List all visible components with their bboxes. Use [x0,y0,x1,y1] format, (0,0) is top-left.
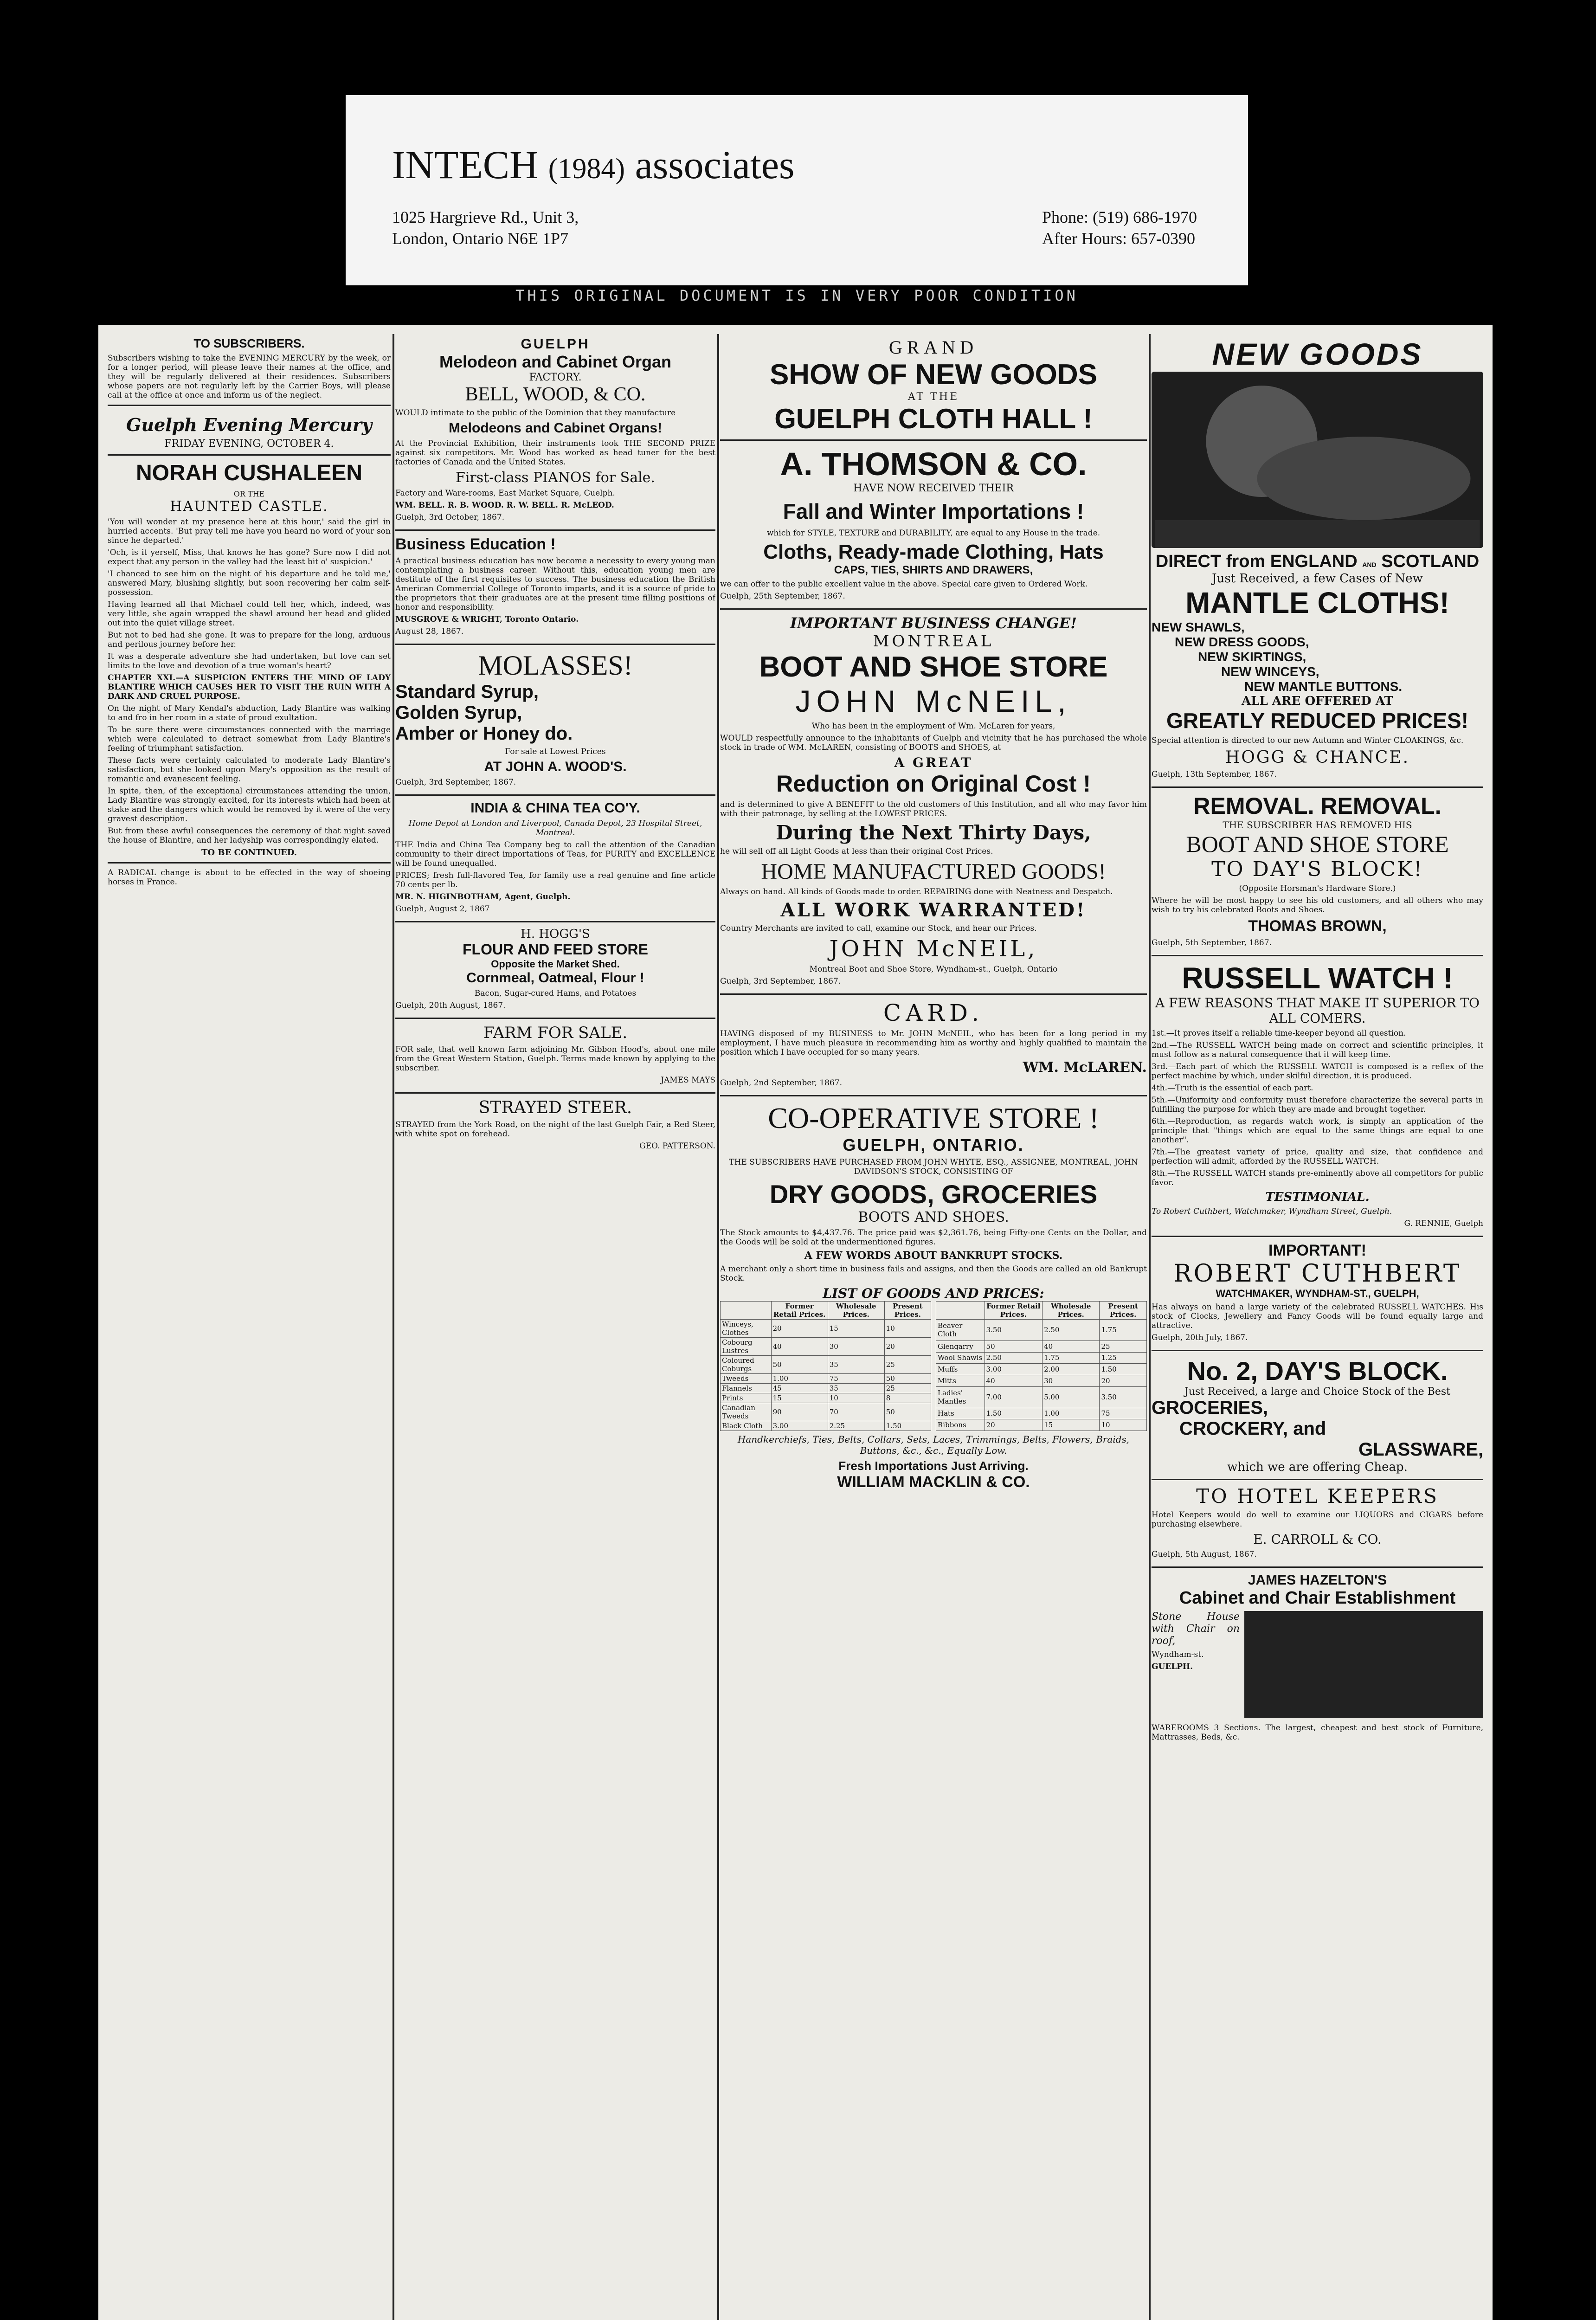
ad-subline: Just Received, a few Cases of New [1212,572,1423,586]
table-row [936,1320,1147,1341]
ad-headline: BOOT AND SHOE STORE [1186,831,1449,857]
ad-subline: Fresh Importations Just Arriving. [838,1459,1029,1473]
story-paragraph: To be sure there were circumstances connected with the marriage which were calculated to detract somewhat from Lady Blantire's feeling of triumphant satisfaction. [108,725,391,753]
ad-headline: INDIA & CHINA TEA CO'Y. [470,800,640,816]
price-table-left [720,1301,931,1431]
company-name: INTECH (1984) associates [392,142,795,187]
cuthbert-ad [1152,1242,1483,1351]
table-cell: 1.00 [1043,1408,1100,1419]
ad-subline: MONTREAL [873,632,994,651]
table-cell: Glengarry [936,1340,985,1352]
dateline: Guelph, August 2, 1867 [395,904,490,914]
tea-ad [395,800,715,922]
ad-subline: GUELPH, ONTARIO. [843,1135,1024,1154]
chapter-heading: CHAPTER XXI.—A SUSPICION ENTERS THE MIND OF LADY BLANTIRE WHICH CAUSES HER TO VISIT THE RUIN WITH A DARK AND CRUEL PURPOSE. [108,673,391,701]
price-header: Wholesale Prices. [828,1302,884,1320]
table-cell: 75 [1100,1408,1147,1419]
ad-text: A practical business education has now become a necessity to every young man contemplating a business career. Without this, education young men are destitute of the first requisites to success. The business education the British American Commercial College of Toronto imparts, and it is a source of pride to the proprietors that their graduates are at the present time filling positions of honor and responsibility. [395,556,715,612]
ad-item: CROCKERY, and [1179,1418,1326,1439]
list-item: NEW DRESS GOODS, [1175,635,1309,649]
table-cell: 15 [771,1393,828,1403]
list-item: NEW WINCEYS, [1221,664,1319,679]
column-rule [717,334,719,2320]
ad-headline: Fall and Winter Importations ! [783,499,1084,523]
list-item: NEW SKIRTINGS, [1198,650,1306,664]
ad-store: AT JOHN A. WOOD'S. [484,759,627,774]
ad-headline: CARD. [883,999,984,1026]
story-paragraph: In spite, then, of the exceptional circumstances attending the union, Lady Blantire was strongly excited, for its interests which had been at stake and the dangers which would be removed by it were of the very gravest description. [108,786,391,824]
firm-name: E. CARROLL & CO. [1253,1532,1382,1547]
table-cell: 25 [884,1384,931,1393]
ad-text: HAVING disposed of my BUSINESS to Mr. JOHN McNEIL, who has been for a long period in my employment, I have much pleasure in recommending him as worthy and highly qualified to maintain the position which I have occupied for so many years. [720,1029,1147,1057]
table-row [721,1421,931,1431]
column-3 [720,336,1147,1491]
business-education-ad [395,535,715,645]
dateline: August 28, 1867. [395,627,464,636]
ad-headline: FLOUR AND FEED STORE [462,941,648,958]
table-cell: Ladies' Mantles [936,1386,985,1408]
ad-headline: DRY GOODS, GROCERIES [769,1179,1098,1209]
table-cell: Mitts [936,1375,985,1386]
boot-shoe-ad [720,614,1147,995]
table-cell: 30 [1043,1375,1100,1386]
ad-city: GUELPH [521,336,590,352]
ad-subline: A FEW REASONS THAT MAKE IT SUPERIOR TO ALL COMERS. [1155,995,1480,1026]
table-cell: Hats [936,1408,985,1419]
column-4 [1152,336,1483,1745]
card-notice [720,999,1147,1096]
column-2 [395,336,715,1154]
ad-headline: TO DAY'S BLOCK! [1211,857,1423,881]
ad-signature: WM. McLAREN. [1023,1059,1147,1076]
firm-name: HOGG & CHANCE. [1225,748,1410,767]
ad-text: Bacon, Sugar-cured Hams, and Potatoes [474,989,637,998]
ad-text: Who has been in the employment of Wm. McLaren for years, [811,722,1055,731]
table-cell: 2.50 [1043,1320,1100,1341]
story-paragraph: But from these awful consequences the ceremony of that night saved the house of Blantire, and her ladyship was correspondingly elated. [108,826,391,845]
furniture-illustration [1244,1611,1483,1718]
column-rule [393,334,394,2320]
dateline: Guelph, 3rd October, 1867. [395,513,505,522]
ad-headline: Cabinet and Chair Establishment [1179,1588,1456,1608]
table-cell: 40 [985,1375,1043,1386]
flour-ad [395,927,715,1019]
ad-headline: NEW GOODS [1212,337,1423,371]
ad-headline: HOME MANUFACTURED GOODS! [761,859,1106,884]
ad-subline: TESTIMONIAL. [1265,1190,1370,1204]
table-cell: 45 [771,1384,828,1393]
table-cell: 35 [828,1384,884,1393]
price-header: Former Retail Prices. [985,1302,1043,1320]
firm-name: A. THOMSON & CO. [780,446,1087,482]
price-header [721,1302,772,1320]
ad-text: For sale at Lowest Prices [505,747,606,756]
table-cell: 40 [771,1338,828,1356]
table-cell: 40 [1043,1340,1100,1352]
scotland-word: SCOTLAND [1381,552,1480,571]
reason-list [1152,1029,1483,1187]
ad-subline: WATCHMAKER, WYNDHAM-ST., GUELPH, [1216,1288,1419,1299]
table-row [721,1320,931,1338]
ad-text: he will sell off all Light Goods at less than their original Cost Prices. [720,847,993,856]
ad-headline: GREATLY REDUCED PRICES! [1166,709,1468,733]
table-cell: 1.75 [1100,1320,1147,1341]
ad-text: Hotel Keepers would do well to examine our LIQUORS and CIGARS before purchasing elsewhere. [1152,1510,1483,1529]
ad-subline: Opposite the Market Shed. [491,958,620,970]
firm-name: THOMAS BROWN, [1248,917,1387,935]
newspaper-page [98,325,1493,2320]
dateline: Guelph, 5th August, 1867. [1152,1550,1257,1559]
table-row [721,1338,931,1356]
ad-signature: GEO. PATTERSON. [639,1141,715,1151]
table-cell: Wool Shawls [936,1352,985,1364]
radical-note: A RADICAL change is about to be effected in the way of shoeing horses in France. [108,868,391,887]
ad-text: To Robert Cuthbert, Watchmaker, Wyndham Street, Guelph. [1152,1207,1392,1216]
ad-text: WAREROOMS 3 Sections. The largest, cheapest and best stock of Furniture, Mattrasses, Beds, &c. [1152,1723,1483,1742]
table-cell: 35 [828,1356,884,1374]
table-cell: Coloured Coburgs [721,1356,772,1374]
table-cell: 15 [828,1320,884,1338]
table-cell: 90 [771,1403,828,1421]
ad-text: THE India and China Tea Company beg to call the attention of the Canadian community to their direct importations of Teas, for PURITY and EXCELLENCE will be found unequalled. [395,840,715,868]
ad-subline: AT THE [907,391,959,403]
ad-headline: MANTLE CLOTHS! [1185,586,1449,619]
company-address: 1025 Hargrieve Rd., Unit 3, London, Ontario N6E 1P7 [392,208,579,248]
russell-watch-ad [1152,961,1483,1237]
ad-text: GUELPH. [1152,1662,1193,1671]
company-phone: Phone: (519) 686-1970 After Hours: 657-0390 [1042,208,1197,248]
firm-name: WILLIAM MACKLIN & CO. [837,1473,1030,1491]
table-cell: Canadian Tweeds [721,1403,772,1421]
ad-headline: MOLASSES! [478,650,633,681]
dateline: Guelph, 2nd September, 1867. [720,1078,842,1088]
removal-ad [1152,793,1483,956]
story-or: OR THE [233,490,265,498]
table-cell: 7.00 [985,1386,1043,1408]
table-cell: 1.75 [1043,1352,1100,1364]
ad-headline: ALL WORK WARRANTED! [780,899,1087,921]
new-goods-list [1152,620,1483,694]
table-cell: 3.50 [985,1320,1043,1341]
list-item: 8th.—The RUSSELL WATCH stands pre-eminently above all competitors for public favor. [1152,1169,1483,1187]
table-row [936,1408,1147,1419]
ad-text: which for STYLE, TEXTURE and DURABILITY, are equal to any House in the trade. [766,528,1100,538]
ad-kicker: IMPORTANT! [1268,1242,1366,1259]
story-paragraph: 'I chanced to see him on the night of his departure and he told me,' answered Mary, blushing slightly, but soon recovering her calm self-possession. [108,569,391,597]
ad-subline: Just Received, a large and Choice Stock of the Best [1184,1386,1450,1398]
story-paragraph: But not to bed had she gone. It was to prepare for the long, arduous and perilous journey before her. [108,631,391,649]
ad-headline: Reduction on Original Cost ! [776,771,1091,797]
table-cell: 50 [771,1356,828,1374]
ad-item: GROCERIES, [1152,1398,1268,1418]
column-rule [1149,334,1151,2320]
table-row [721,1393,931,1403]
list-item: 6th.—Reproduction, as regards watch work, is simply an application of the principle that "things which are equal to the same things are equal to one another". [1152,1117,1483,1145]
ad-headline: CO-OPERATIVE STORE ! [768,1102,1099,1134]
ad-text: THE SUBSCRIBERS HAVE PURCHASED FROM JOHN WHYTE, ESQ., ASSIGNEE, MONTREAL, JOHN DAVIDSON'S STOCK, CONSISTING OF [729,1158,1138,1176]
table-cell: 1.50 [985,1408,1043,1419]
issue-date: FRIDAY EVENING, OCTOBER 4. [164,438,334,450]
table-row [936,1419,1147,1431]
ad-subline: ALL ARE OFFERED AT [1242,694,1393,708]
ad-subline: BOOTS AND SHOES. [858,1209,1009,1225]
table-cell: 70 [828,1403,884,1421]
story-paragraph: Having learned all that Michael could tell her, which, indeed, was very little, she again wrapped the shawl around her head and glided out into the quiet village street. [108,600,391,628]
table-cell: Tweeds [721,1374,772,1384]
ad-kicker: A GREAT [894,755,973,770]
ad-headline: BOOT AND SHOE STORE [759,651,1108,683]
table-cell: 2.25 [828,1421,884,1431]
story-title: NORAH CUSHALEEN [135,461,362,485]
cloth-hall-ad [720,336,1147,610]
ad-text: Stone House with Chair on roof, [1152,1611,1240,1647]
dateline: Guelph, 13th September, 1867. [1152,770,1277,779]
continued-note: TO BE CONTINUED. [201,848,297,857]
ad-headline: Melodeon and Cabinet Organ [439,352,672,371]
ad-text: STRAYED from the York Road, on the night of the last Guelph Fair, a Red Steer, with white spot on forehead. [395,1120,715,1139]
table-cell: Beaver Cloth [936,1320,985,1341]
ad-signature: MUSGROVE & WRIGHT, Toronto Ontario. [395,615,579,624]
story-paragraph: 'You will wonder at my presence here at this hour,' said the girl in hurried accents. 'But pray tell me have you heard no word of your son since he departed.' [108,517,391,545]
story-paragraph: It was a desperate adventure she had undertaken, but love can set limits to the love and devotion of a true woman's heart? [108,652,391,670]
table-cell: 1.50 [1100,1364,1147,1375]
ad-text: Wyndham-st. [1152,1650,1204,1659]
table-cell: Winceys, Clothes [721,1320,772,1338]
pianos-line: First-class PIANOS for Sale. [456,470,655,486]
ad-text: FOR sale, that well known farm adjoining Mr. Gibbon Hood's, about one mile from the Great Western Station, Guelph. Terms made known by applying to the subscriber. [395,1045,715,1073]
table-row [721,1403,931,1421]
table-cell: 1.25 [1100,1352,1147,1364]
ad-headline: GUELPH CLOTH HALL ! [774,403,1093,434]
list-item: 1st.—It proves itself a reliable time-keeper beyond all question. [1152,1029,1406,1038]
ad-text: we can offer to the public excellent value in the above. Special care given to Ordered Work. [720,580,1088,589]
ad-kicker: GRAND [888,337,978,358]
ad-item: GLASSWARE, [1358,1439,1483,1460]
ad-text: Where he will be most happy to see his old customers, and all others who may wish to try his celebrated Boots and Shoes. [1152,896,1483,915]
firm-name: JAMES HAZELTON'S [1248,1572,1387,1588]
table-cell: Ribbons [936,1419,985,1431]
condition-notice: THIS ORIGINAL DOCUMENT IS IN VERY POOR CONDITION [515,287,1078,304]
ad-item: Standard Syrup, [395,682,539,702]
dateline: Guelph, 5th September, 1867. [1152,938,1272,947]
ad-text: Home Depot at London and Liverpool, Canada Depot, 23 Hospital Street, Montreal. [408,819,702,838]
ad-subline: HAVE NOW RECEIVED THEIR [853,483,1014,494]
price-header: Former Retail Prices. [771,1302,828,1320]
ad-text: and is determined to give A BENEFIT to the old customers of this Institution, and all who may favor him with their patronage, by selling at the LOWEST PRICES. [720,800,1147,818]
price-tables [720,1301,1147,1431]
table-cell: 1.50 [884,1421,931,1431]
table-row [721,1374,931,1384]
table-cell: 1.00 [771,1374,828,1384]
ad-signature: MR. N. HIGINBOTHAM, Agent, Guelph. [395,892,571,902]
dateline: Guelph, 20th July, 1867. [1152,1333,1248,1342]
ad-item: Golden Syrup, [395,702,522,723]
ad-item: Cornmeal, Oatmeal, Flour ! [466,970,644,986]
table-cell: 50 [884,1403,931,1421]
subscribers-title: TO SUBSCRIBERS. [193,336,305,350]
price-list-title: LIST OF GOODS AND PRICES: [823,1286,1044,1301]
price-header: Present Prices. [1100,1302,1147,1320]
price-header: Present Prices. [884,1302,931,1320]
list-item: 4th.—Truth is the essential of each part. [1152,1083,1313,1093]
ad-headline: STRAYED STEER. [478,1098,632,1117]
ad-text: Special attention is directed to our new Autumn and Winter CLOAKINGS, &c. [1152,736,1464,745]
dateline: Guelph, 25th September, 1867. [720,592,845,601]
table-cell: 25 [1100,1340,1147,1352]
ad-headline: During the Next Thirty Days, [776,821,1091,844]
ad-text: WOULD respectfully announce to the inhabitants of Guelph and vicinity that he has purchased the whole stock in trade of WM. McLAREN, consisting of BOOTS and SHOES, at [720,734,1147,752]
new-goods-ad [1152,336,1483,788]
ad-signature: G. RENNIE, Guelph [1404,1219,1483,1228]
price-header: Wholesale Prices. [1043,1302,1100,1320]
table-cell: Black Cloth [721,1421,772,1431]
strayed-ad [395,1098,715,1151]
scanner-header-card [346,95,1248,285]
ad-subline: CAPS, TIES, SHIRTS AND DRAWERS, [834,564,1033,576]
table-cell: 15 [1043,1419,1100,1431]
list-item: 2nd.—The RUSSELL WATCH being made on correct and scientific principles, it must follow as a natural consequence that it will keep time. [1152,1041,1483,1059]
list-item: NEW SHAWLS, [1152,620,1245,634]
table-cell: 3.00 [771,1421,828,1431]
ad-kicker: IMPORTANT BUSINESS CHANGE! [790,614,1077,632]
ad-text: A merchant only a short time in business fails and assigns, and then the Goods are called an old Bankrupt Stock. [720,1264,1147,1283]
table-cell: 20 [1100,1375,1147,1386]
table-cell: 5.00 [1043,1386,1100,1408]
table-cell: 10 [884,1320,931,1338]
ad-store: H. HOGG'S [521,927,590,941]
ad-text: WOULD intimate to the public of the Dominion that they manufacture [395,408,676,418]
hotel-keepers-ad [1152,1485,1483,1568]
table-cell: 8 [884,1393,931,1403]
story-paragraph: 'Och, is it yerself, Miss, that knows he has gone? Sure now I did not expect that any person in the valley had the least bit o' suspicion.' [108,548,391,567]
table-cell: 10 [1100,1419,1147,1431]
ad-text: Factory and Ware-rooms, East Market Square, Guelph. [395,489,615,498]
table-cell: 2.50 [985,1352,1043,1364]
story-paragraph: These facts were certainly calculated to moderate Lady Blantire's satisfaction, but she looked upon Mary's opposition as the result of romantic and evanescent feeling. [108,756,391,784]
melodeon-ad [395,336,715,531]
list-item: 3rd.—Each part of which the RUSSELL WATCH is composed is a reflex of the perfect machine by which, under skilful direction, it is produced. [1152,1062,1483,1081]
table-cell: 50 [985,1340,1043,1352]
dateline: Guelph, 3rd September, 1867. [720,977,841,986]
table-row [721,1384,931,1393]
ad-headline: No. 2, DAY'S BLOCK. [1187,1356,1448,1386]
table-row [936,1375,1147,1386]
dateline: Guelph, 20th August, 1867. [395,1001,506,1010]
ad-text: Has always on hand a large variety of the celebrated RUSSELL WATCHES. His stock of Clocks, Jewellery and Fancy Goods will be found equally large and attractive. [1152,1302,1483,1330]
table-cell: Flannels [721,1384,772,1393]
lion-illustration [1152,372,1483,548]
ad-signature: JAMES MAYS [661,1076,715,1085]
ad-text: The Stock amounts to $4,437.76. The price paid was $2,361.76, being Fifty-one Cents on the Dollar, and the Goods will be sold at the undermentioned figures. [720,1228,1147,1247]
farm-ad [395,1024,715,1094]
table-row [936,1352,1147,1364]
ad-headline: FARM FOR SALE. [483,1024,628,1042]
table-cell: 2.00 [1043,1364,1100,1375]
ad-signature: JOHN McNEIL, [829,936,1038,962]
ad-headline: REMOVAL. REMOVAL. [1193,793,1442,819]
story-paragraph: On the night of Mary Kendal's abduction, Lady Blantire was walking to and fro in her room in a state of proud exultation. [108,704,391,722]
ad-text: At the Provincial Exhibition, their instruments took THE SECOND PRIZE against six competitors. Mr. Wood has worked as head tuner for the best factories of Canada and the United States. [395,439,715,467]
table-row [721,1356,931,1374]
ad-headline: SHOW OF NEW GOODS [769,359,1098,391]
ad-names: WM. BELL. R. B. WOOD. R. W. BELL. R. McLEOD. [395,501,614,510]
table-cell: 30 [828,1338,884,1356]
firm-name: BELL, WOOD, & CO. [465,384,646,405]
ad-text: which we are offering Cheap. [1227,1460,1408,1474]
column-1 [108,336,391,889]
ad-headline: Business Education ! [395,535,556,553]
price-header [936,1302,985,1320]
list-item: 7th.—The greatest variety of price, quality and size, that confidence and perfection will admit, afforded by the RUSSELL WATCH. [1152,1147,1483,1166]
and-word: AND [1362,561,1377,568]
ad-headline: TO HOTEL KEEPERS [1196,1485,1439,1508]
table-cell: Cobourg Lustres [721,1338,772,1356]
ad-subline: THE SUBSCRIBER HAS REMOVED HIS [1223,819,1412,831]
subscribers-text: Subscribers wishing to take the EVENING MERCURY by the week, or for a longer period, will please leave their names at the office, and they will be regularly delivered at their residences. Subscribers whose papers are not regularly left by the Carrier Boys, will please call at the office at once and inform us of the neglect. [108,354,391,400]
cabinet-ad [1152,1572,1483,1742]
table-cell: 20 [985,1419,1043,1431]
ad-text: Handkerchiefs, Ties, Belts, Collars, Sets, Laces, Trimmings, Belts, Flowers, Braids, Buttons, &c., &c., Equally Low. [737,1434,1130,1456]
ad-text: PRICES; fresh full-flavored Tea, for family use a real genuine and fine article 70 cents per lb. [395,871,715,889]
table-cell: 50 [884,1374,931,1384]
firm-name: ROBERT CUTHBERT [1173,1260,1461,1288]
molasses-ad [395,650,715,796]
table-cell: 20 [884,1338,931,1356]
ad-item: Amber or Honey do. [395,723,573,744]
direct-line: DIRECT from ENGLAND [1155,552,1358,571]
table-cell: Prints [721,1393,772,1403]
ad-headline: Cloths, Ready-made Clothing, Hats [763,541,1104,563]
price-table-right [936,1301,1147,1431]
lion-icon [1152,372,1483,548]
ad-headline: Melodeons and Cabinet Organs! [448,420,663,436]
table-cell: Muffs [936,1364,985,1375]
table-cell: 75 [828,1374,884,1384]
table-cell: 10 [828,1393,884,1403]
cooperative-ad [720,1101,1147,1491]
days-block-ad [1152,1356,1483,1480]
ad-headline: RUSSELL WATCH ! [1182,961,1453,995]
masthead: Guelph Evening Mercury [126,414,372,435]
ad-subline: A FEW WORDS ABOUT BANKRUPT STOCKS. [804,1250,1063,1262]
table-row [936,1364,1147,1375]
table-cell: 3.00 [985,1364,1043,1375]
ad-text: (Opposite Horsman's Hardware Store.) [1239,884,1396,893]
ad-subline: FACTORY. [529,372,582,383]
dateline: Guelph, 3rd September, 1867. [395,778,516,787]
story-subtitle: HAUNTED CASTLE. [170,498,328,515]
table-row [936,1340,1147,1352]
list-item: 5th.—Uniformity and conformity must therefore characterize the several parts in fulfilling the purpose for which they are made and brought together. [1152,1096,1483,1114]
ad-text: Country Merchants are invited to call, examine our Stock, and hear our Prices. [720,924,1037,933]
firm-name: JOHN McNEIL, [795,684,1072,718]
table-cell: 20 [771,1320,828,1338]
table-cell: 25 [884,1356,931,1374]
ad-text: Always on hand. All kinds of Goods made to order. REPAIRING done with Neatness and Despatch. [720,887,1113,896]
table-cell: 3.50 [1100,1386,1147,1408]
ad-text: Montreal Boot and Shoe Store, Wyndham-st., Guelph, Ontario [809,965,1058,974]
table-row [936,1386,1147,1408]
list-item: NEW MANTLE BUTTONS. [1244,679,1403,694]
